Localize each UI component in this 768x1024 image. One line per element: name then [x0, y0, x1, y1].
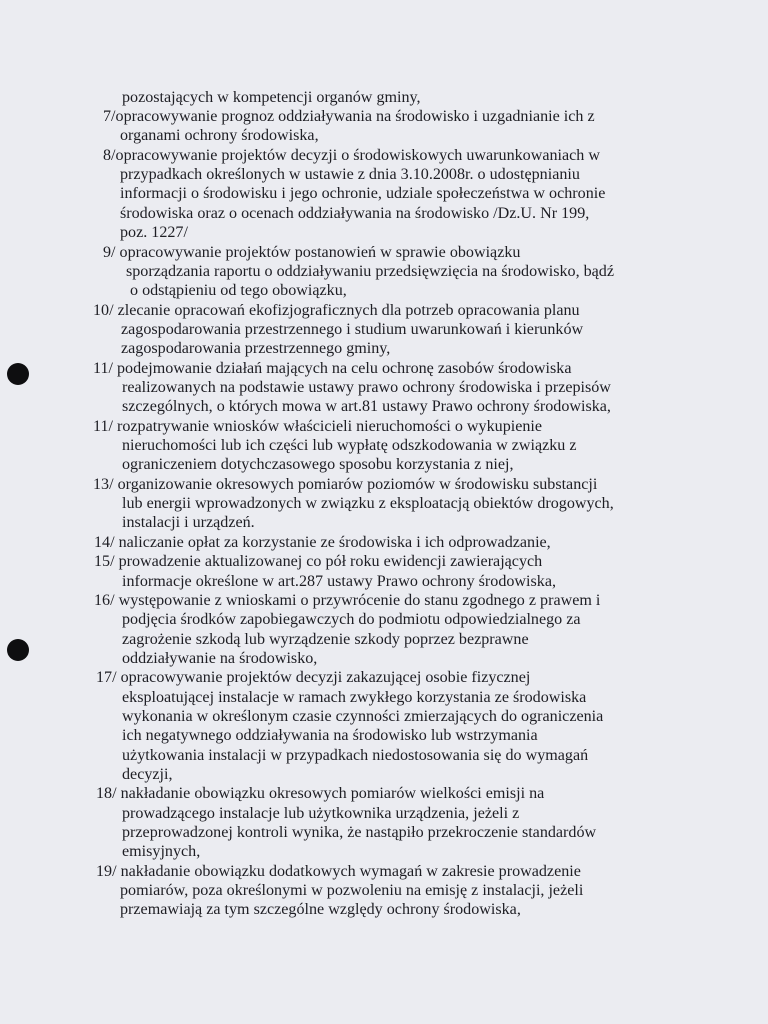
text-line: 13/ organizowanie okresowych pomiarów poziomów w środowisku substancji	[93, 476, 598, 493]
text-line: ich negatywnego oddziaływania na środowisko lub wstrzymania	[122, 727, 538, 744]
text-line: 19/ nakładanie obowiązku dodatkowych wymagań w zakresie prowadzenie	[96, 863, 581, 880]
text-line: zagospodarowania przestrzennego i studium uwarunkowań i kierunków	[121, 321, 584, 338]
text-line: emisyjnych,	[122, 843, 201, 860]
text-line: pomiarów, poza określonymi w pozwoleniu na emisję z instalacji, jeżeli	[120, 882, 584, 899]
text-line: 10/ zlecanie opracowań ekofizjograficznych dla potrzeb opracowania planu	[93, 302, 580, 319]
text-line: realizowanych na podstawie ustawy prawo ochrony środowiska i przepisów	[122, 379, 611, 396]
text-line: zagrożenie szkodą lub wyrządzenie szkody poprzez bezprawne	[122, 631, 529, 648]
text-line: instalacji i urządzeń.	[122, 514, 255, 531]
text-line: przemawiają za tym szczególne względy ochrony środowiska,	[120, 901, 521, 918]
text-line: decyzji,	[122, 766, 173, 783]
punch-hole-mark	[7, 363, 29, 385]
text-line: organami ochrony środowiska,	[120, 127, 319, 144]
text-line: zagospodarowania przestrzennego gminy,	[121, 340, 391, 357]
text-line: poz. 1227/	[120, 224, 188, 241]
text-line: o odstąpieniu od tego obowiązku,	[130, 282, 347, 299]
text-line: wykonania w określonym czasie czynności zmierzających do ograniczenia	[122, 708, 604, 725]
text-line: 14/ naliczanie opłat za korzystanie ze środowiska i ich odprowadzanie,	[94, 534, 551, 551]
punch-hole-mark	[7, 639, 29, 661]
text-line: nieruchomości lub ich części lub wypłatę odszkodowania w związku z	[122, 437, 577, 454]
text-line: prowadzącego instalacje lub użytkownika urządzenia, jeżeli z	[122, 805, 520, 822]
text-line: przeprowadzonej kontroli wynika, że nastąpiło przekroczenie standardów	[122, 824, 597, 841]
text-line: 11/ podejmowanie działań mających na celu ochronę zasobów środowiska	[93, 360, 572, 377]
text-line: 7/opracowywanie prognoz oddziaływania na środowisko i uzgadnianie ich z	[103, 108, 595, 125]
text-line: podjęcia środków zapobiegawczych do podmiotu odpowiedzialnego za	[122, 611, 581, 628]
text-line: pozostających w kompetencji organów gminy,	[122, 89, 421, 106]
text-line: sporządzania raportu o oddziaływaniu przedsięwzięcia na środowisko, bądź	[126, 263, 614, 280]
text-line: przypadkach określonych w ustawie z dnia 3.10.2008r. o udostępnianiu	[120, 166, 580, 183]
text-line: środowiska oraz o ocenach oddziaływania na środowisko /Dz.U. Nr 199,	[120, 205, 590, 222]
text-line: 9/ opracowywanie projektów postanowień w sprawie obowiązku	[103, 244, 521, 261]
text-line: 11/ rozpatrywanie wniosków właścicieli nieruchomości o wykupienie	[93, 418, 543, 435]
text-line: 15/ prowadzenie aktualizowanej co pół roku ewidencji zawierających	[94, 553, 543, 570]
text-line: 16/ występowanie z wnioskami o przywrócenie do stanu zgodnego z prawem i	[94, 592, 601, 609]
text-line: 18/ nakładanie obowiązku okresowych pomiarów wielkości emisji na	[96, 785, 545, 802]
text-line: lub energii wprowadzonych w związku z eksploatacją obiektów drogowych,	[122, 495, 614, 512]
text-line: 17/ opracowywanie projektów decyzji zakazującej osobie fizycznej	[96, 669, 531, 686]
text-line: 8/opracowywanie projektów decyzji o środowiskowych uwarunkowaniach w	[103, 147, 600, 164]
text-line: informacji o środowisku i jego ochronie, udziale społeczeństwa w ochronie	[120, 185, 606, 202]
text-line: użytkowania instalacji w przypadkach niedostosowania się do wymagań	[122, 747, 589, 764]
text-line: informacje określone w art.287 ustawy Prawo ochrony środowiska,	[122, 573, 556, 590]
text-line: oddziaływanie na środowisko,	[122, 650, 318, 667]
text-line: szczególnych, o których mowa w art.81 ustawy Prawo ochrony środowiska,	[122, 398, 611, 415]
text-line: ograniczeniem dotychczasowego sposobu korzystania z niej,	[122, 456, 514, 473]
text-line: eksploatującej instalacje w ramach zwykłego korzystania ze środowiska	[122, 689, 587, 706]
